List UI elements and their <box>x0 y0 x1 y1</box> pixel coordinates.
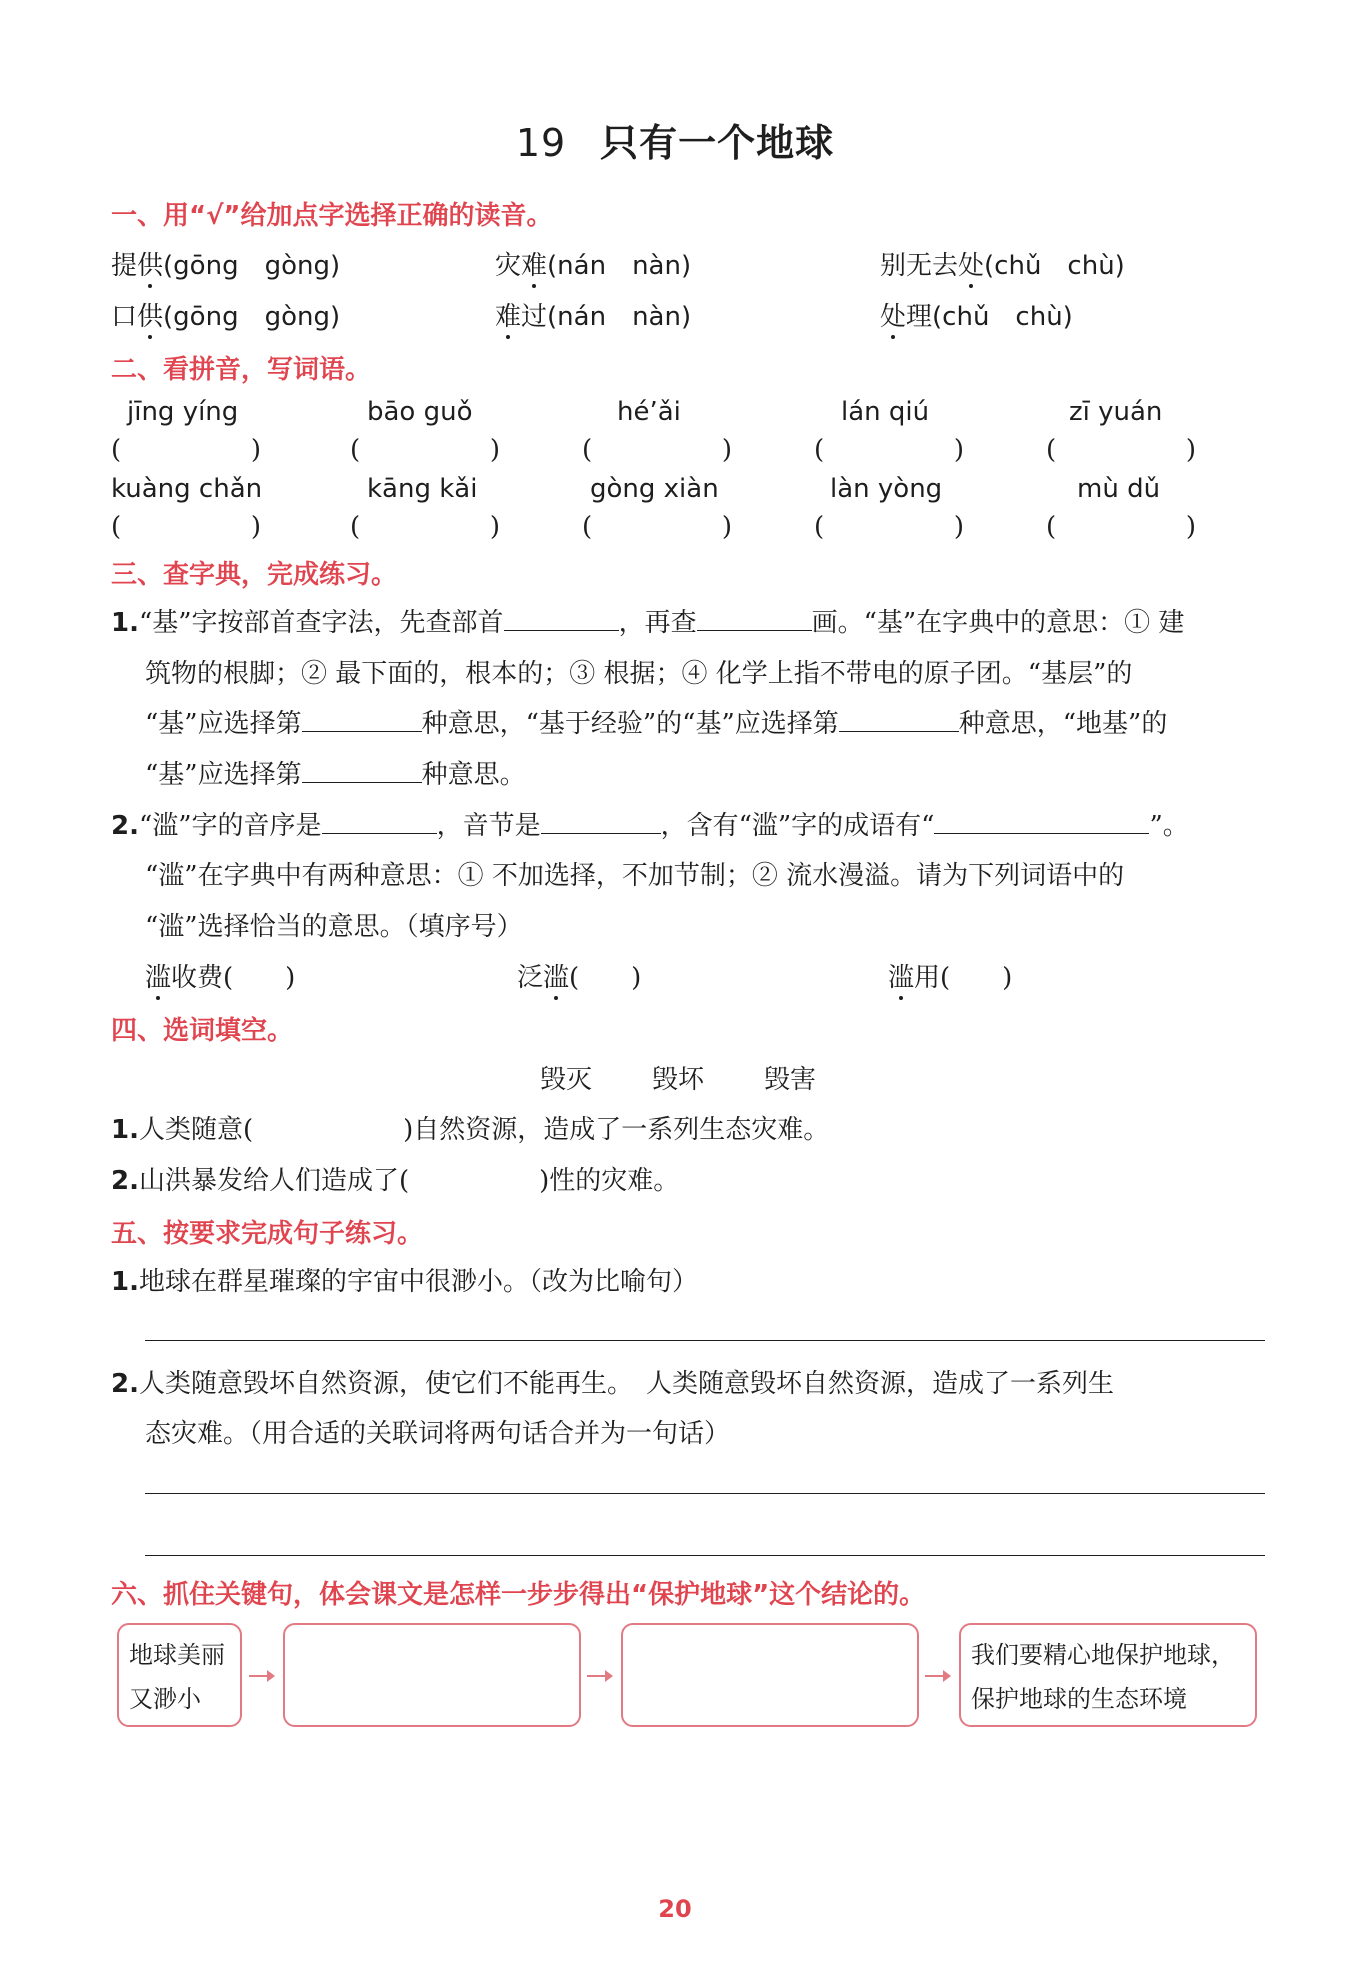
pinyin-6: kuàng chǎn <box>111 474 263 504</box>
pinyin-5: zī yuán <box>1069 397 1163 427</box>
answer-box-2[interactable]: ( ) <box>350 435 500 465</box>
answer-box-7[interactable]: ( ) <box>350 512 500 542</box>
blank-meaning-2[interactable] <box>839 709 959 732</box>
answer-box-3[interactable]: ( ) <box>582 435 732 465</box>
s1-item-6: 处理(chǔ chù) <box>880 296 1073 333</box>
pinyin-3: hé’ǎi <box>617 397 681 427</box>
flow-arrow-3 <box>925 1675 949 1677</box>
word-3: 毁害 <box>764 1065 817 1095</box>
pinyin-1: jīng yíng <box>127 397 239 427</box>
word-2: 毁坏 <box>652 1065 705 1095</box>
word-bank <box>540 1059 816 1096</box>
s3-q2-item-3: 滥用( ) <box>888 957 1012 994</box>
section-2-heading: 二、看拼音，写词语。 <box>111 355 372 385</box>
s3-q1-line-2: 筑物的根脚；② 最下面的，根本的；③ 根据；④ 化学上指不带电的原子团。“基层”的 <box>145 659 1133 689</box>
answer-box-8[interactable]: ( ) <box>582 512 732 542</box>
flow-box-end: 我们要精心地保护地球， 保护地球的生态环境 <box>959 1623 1257 1727</box>
s3-q1-line-3: “基”应选择第 种意思，“基于经验”的“基”应选择第 种意思，“地基”的 <box>145 709 1168 739</box>
blank-meaning-1[interactable] <box>302 709 422 732</box>
pinyin-8: gòng xiàn <box>590 474 719 504</box>
answer-box-5[interactable]: ( ) <box>1046 435 1196 465</box>
section-3-heading: 三、查字典，完成练习。 <box>111 560 398 590</box>
s1-item-1: 提供(gōng gòng) <box>111 245 340 282</box>
s4-q1: 1.人类随意( )自然资源，造成了一系列生态灾难。 <box>111 1115 830 1145</box>
s5-q2-answer-line-2[interactable] <box>145 1555 1265 1556</box>
pinyin-4: lán qiú <box>841 397 930 427</box>
pinyin-10: mù dǔ <box>1077 474 1161 504</box>
s5-q1-answer-line[interactable] <box>145 1340 1265 1341</box>
s5-q2-line-1: 2.人类随意毁坏自然资源，使它们不能再生。 人类随意毁坏自然资源，造成了一系列生 <box>111 1369 1114 1399</box>
section-1-heading: 一、用“√”给加点字选择正确的读音。 <box>111 201 553 231</box>
pinyin-7: kāng kǎi <box>367 474 478 504</box>
pinyin-2: bāo guǒ <box>367 397 473 427</box>
flow-box-blank-2[interactable] <box>621 1623 919 1727</box>
s4-q2: 2.山洪暴发给人们造成了( )性的灾难。 <box>111 1166 680 1196</box>
blank-syllable[interactable] <box>541 811 661 834</box>
flow-arrow-1 <box>249 1675 273 1677</box>
s5-q1: 1.地球在群星璀璨的宇宙中很渺小。（改为比喻句） <box>111 1267 698 1297</box>
section-4-heading: 四、选词填空。 <box>111 1016 294 1046</box>
s3-q1-line-4: “基”应选择第 种意思。 <box>145 760 526 790</box>
section-5-heading: 五、按要求完成句子练习。 <box>111 1219 424 1249</box>
blank-index-letter[interactable] <box>322 811 437 834</box>
answer-box-1[interactable]: ( ) <box>111 435 261 465</box>
flow-box-blank-1[interactable] <box>283 1623 581 1727</box>
section-6-heading: 六、抓住关键句，体会课文是怎样一步步得出“保护地球”这个结论的。 <box>111 1580 926 1610</box>
blank-meaning-3[interactable] <box>302 760 422 783</box>
blank-strokes[interactable] <box>697 608 812 631</box>
s3-q2-item-2: 泛滥( ) <box>517 957 641 994</box>
answer-box-9[interactable]: ( ) <box>814 512 964 542</box>
blank-idiom[interactable] <box>934 811 1149 834</box>
s1-item-4: 口供(gōng gòng) <box>111 296 340 333</box>
page-title <box>0 112 1350 167</box>
s1-item-2: 灾难(nán nàn) <box>495 245 691 282</box>
s3-q2-line-1: 2.“滥”字的音序是 ，音节是 ，含有“滥”字的成语有“ ”。 <box>111 811 1189 841</box>
pinyin-9: làn yòng <box>830 474 943 504</box>
answer-box-6[interactable]: ( ) <box>111 512 261 542</box>
answer-box-10[interactable]: ( ) <box>1046 512 1196 542</box>
blank-radical[interactable] <box>504 608 619 631</box>
word-1: 毁灭 <box>540 1065 593 1095</box>
lesson-title: 只有一个地球 <box>600 121 835 165</box>
s5-q2-answer-line-1[interactable] <box>145 1493 1265 1494</box>
s1-item-3: 别无去处(chǔ chù) <box>880 245 1125 282</box>
s1-item-5: 难过(nán nàn) <box>495 296 691 333</box>
flow-box-start: 地球美丽 又渺小 <box>117 1623 242 1727</box>
s3-q2-item-1: 滥收费( ) <box>145 957 295 994</box>
s3-q2-line-3: “滥”选择恰当的意思。（填序号） <box>145 912 523 942</box>
flow-arrow-2 <box>587 1675 611 1677</box>
s3-q1-line-1: 1.“基”字按部首查字法，先查部首 ，再查 画。“基”在字典中的意思：① 建 <box>111 608 1185 638</box>
page-number: 20 <box>658 1895 692 1923</box>
lesson-number: 19 <box>515 121 567 165</box>
answer-box-4[interactable]: ( ) <box>814 435 964 465</box>
s5-q2-line-2: 态灾难。（用合适的关联词将两句话合并为一句话） <box>145 1419 731 1449</box>
s3-q2-line-2: “滥”在字典中有两种意思：① 不加选择，不加节制；② 流水漫溢。请为下列词语中的 <box>145 861 1125 891</box>
